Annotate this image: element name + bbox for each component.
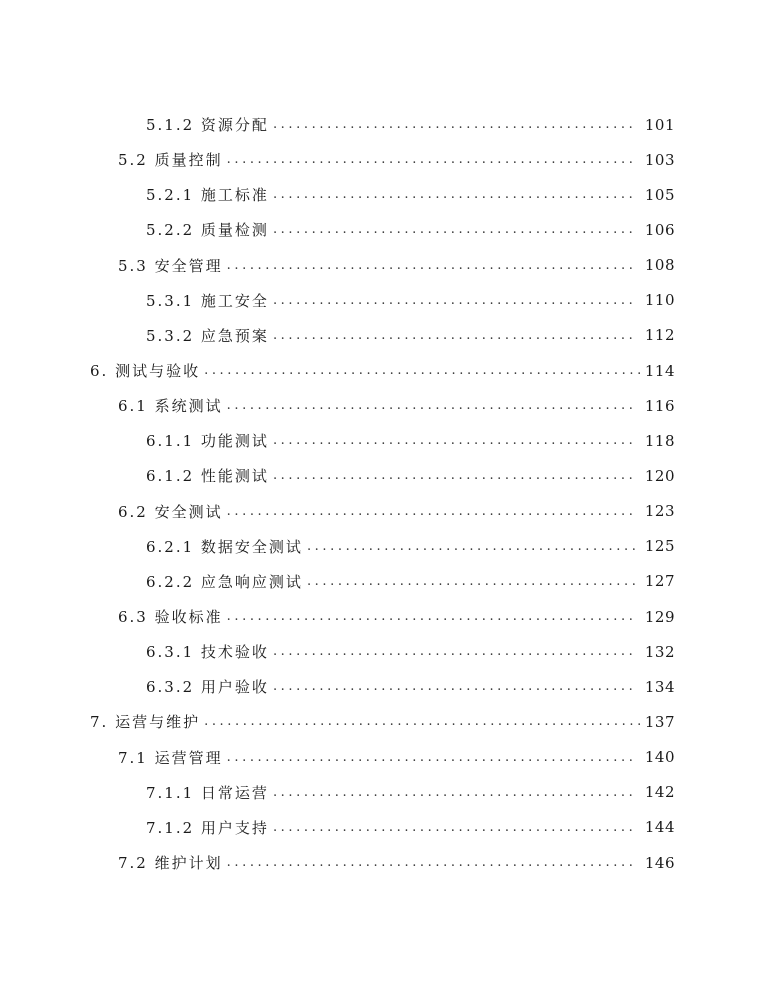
toc-entry[interactable] bbox=[0, 423, 765, 458]
toc-entry-page-number: 140 bbox=[644, 748, 675, 767]
toc-entry-title: 6. 测试与验收 bbox=[90, 362, 201, 381]
toc-entry-page-number: 118 bbox=[644, 431, 675, 450]
toc-entry[interactable] bbox=[0, 142, 765, 177]
toc-entry-title: 5.2 质量控制 bbox=[118, 151, 223, 170]
toc-entry-page-number: 125 bbox=[644, 537, 675, 556]
toc-entry[interactable] bbox=[0, 775, 765, 810]
dot-leader bbox=[273, 679, 635, 694]
toc-entry-page-number: 144 bbox=[644, 818, 675, 837]
toc-entry-page-number: 101 bbox=[644, 115, 675, 134]
toc-entry-title: 6.3 验收标准 bbox=[118, 608, 223, 627]
toc-entry-title: 7.2 维护计划 bbox=[118, 854, 223, 873]
toc-entry[interactable] bbox=[0, 458, 765, 493]
toc-entry[interactable] bbox=[0, 669, 765, 704]
toc-entry-page-number: 103 bbox=[644, 150, 675, 169]
toc-entry-page-number: 114 bbox=[644, 361, 675, 380]
toc-entry-title: 5.2.2 质量检测 bbox=[146, 221, 269, 240]
toc-entry[interactable] bbox=[0, 212, 765, 247]
dot-leader bbox=[227, 398, 635, 413]
dot-leader bbox=[273, 328, 635, 343]
toc-entry[interactable] bbox=[0, 248, 765, 283]
dot-leader bbox=[204, 714, 641, 729]
dot-leader bbox=[273, 117, 635, 132]
toc-entry[interactable] bbox=[0, 599, 765, 634]
toc-entry[interactable] bbox=[0, 388, 765, 423]
toc-entry-page-number: 123 bbox=[644, 502, 675, 521]
toc-entry-title: 5.2.1 施工标准 bbox=[146, 186, 269, 205]
toc-entry-page-number: 106 bbox=[644, 220, 675, 239]
toc-entry[interactable] bbox=[0, 529, 765, 564]
toc-entry[interactable] bbox=[0, 810, 765, 845]
toc-entry-title: 6.2.1 数据安全测试 bbox=[146, 537, 303, 556]
toc-entry-title: 6.3.1 技术验收 bbox=[146, 643, 269, 662]
dot-leader bbox=[273, 644, 635, 659]
toc-entry-title: 5.3.1 施工安全 bbox=[146, 291, 269, 310]
dot-leader bbox=[273, 187, 635, 202]
toc-entry-page-number: 112 bbox=[644, 326, 675, 345]
dot-leader bbox=[204, 363, 641, 378]
toc-entry-title: 7.1 运营管理 bbox=[118, 748, 223, 767]
toc-entry-title: 6.1 系统测试 bbox=[118, 397, 223, 416]
dot-leader bbox=[273, 433, 635, 448]
toc-entry-page-number: 116 bbox=[644, 396, 675, 415]
toc-entry-page-number: 137 bbox=[644, 712, 675, 731]
dot-leader bbox=[227, 504, 635, 519]
toc-entry-title: 7.1.2 用户支持 bbox=[146, 818, 269, 837]
toc-entry[interactable] bbox=[0, 634, 765, 669]
toc-entry-page-number: 105 bbox=[644, 185, 675, 204]
dot-leader bbox=[307, 574, 635, 589]
toc-entry-page-number: 110 bbox=[644, 291, 675, 310]
dot-leader bbox=[227, 609, 635, 624]
toc-entry-page-number: 134 bbox=[644, 677, 675, 696]
toc-entry-page-number: 127 bbox=[644, 572, 675, 591]
toc-entry[interactable] bbox=[0, 704, 765, 739]
toc-entry-page-number: 129 bbox=[644, 607, 675, 626]
dot-leader bbox=[273, 222, 635, 237]
toc-entry[interactable] bbox=[0, 564, 765, 599]
toc-entry-page-number: 146 bbox=[644, 853, 675, 872]
toc-entry-title: 6.1.2 性能测试 bbox=[146, 467, 269, 486]
toc-entry[interactable] bbox=[0, 318, 765, 353]
dot-leader bbox=[227, 152, 635, 167]
toc-entry-title: 7.1.1 日常运营 bbox=[146, 783, 269, 802]
toc-entry-page-number: 142 bbox=[644, 783, 675, 802]
dot-leader bbox=[227, 750, 635, 765]
toc-entry[interactable] bbox=[0, 283, 765, 318]
toc-entry-title: 6.2 安全测试 bbox=[118, 502, 223, 521]
toc-entry[interactable] bbox=[0, 740, 765, 775]
table-of-contents bbox=[0, 107, 765, 880]
toc-entry-title: 5.1.2 资源分配 bbox=[146, 116, 269, 135]
toc-entry[interactable] bbox=[0, 107, 765, 142]
toc-entry-page-number: 132 bbox=[644, 642, 675, 661]
toc-entry-title: 6.2.2 应急响应测试 bbox=[146, 572, 303, 591]
toc-entry-title: 5.3 安全管理 bbox=[118, 256, 223, 275]
toc-entry-title: 6.1.1 功能测试 bbox=[146, 432, 269, 451]
toc-entry[interactable] bbox=[0, 845, 765, 880]
toc-entry-page-number: 120 bbox=[644, 466, 675, 485]
toc-entry[interactable] bbox=[0, 177, 765, 212]
dot-leader bbox=[227, 855, 635, 870]
toc-entry-page-number: 108 bbox=[644, 256, 675, 275]
dot-leader bbox=[273, 820, 635, 835]
toc-entry-title: 7. 运营与维护 bbox=[90, 713, 201, 732]
toc-entry-title: 6.3.2 用户验收 bbox=[146, 678, 269, 697]
dot-leader bbox=[273, 785, 635, 800]
dot-leader bbox=[227, 258, 635, 273]
dot-leader bbox=[273, 468, 635, 483]
toc-entry[interactable] bbox=[0, 353, 765, 388]
toc-entry[interactable] bbox=[0, 494, 765, 529]
toc-entry-title: 5.3.2 应急预案 bbox=[146, 326, 269, 345]
dot-leader bbox=[307, 539, 635, 554]
dot-leader bbox=[273, 293, 635, 308]
